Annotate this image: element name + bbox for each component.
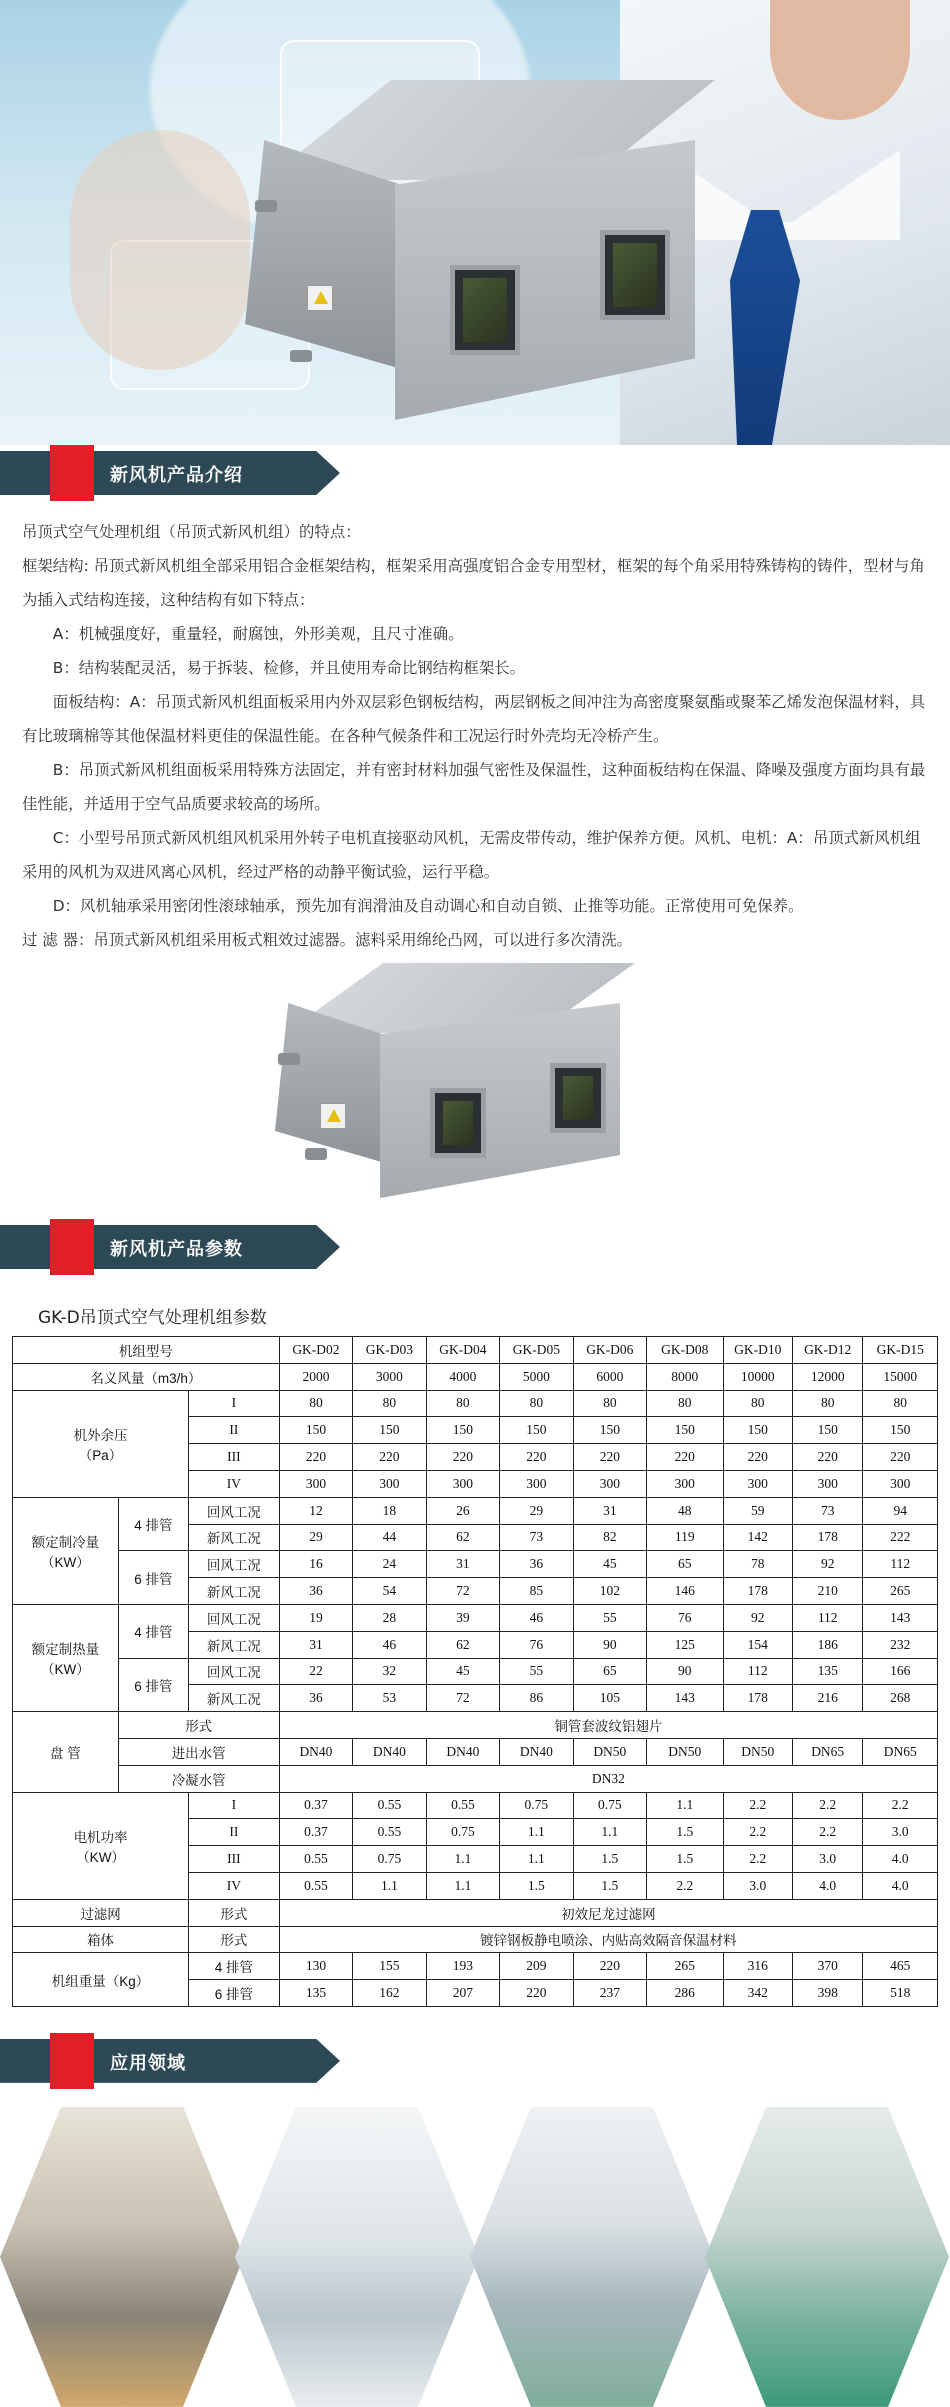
table-cell: 31: [573, 1497, 646, 1524]
table-cell: 112: [792, 1604, 862, 1631]
table-cell: 80: [573, 1390, 646, 1417]
model-header: GK-D12: [792, 1337, 862, 1364]
table-cell: 178: [723, 1685, 792, 1712]
table-cell: 178: [723, 1578, 792, 1605]
table-cell: 300: [863, 1470, 938, 1497]
model-header: GK-D06: [573, 1337, 646, 1364]
coil-label: 盘 管: [13, 1712, 119, 1792]
table-cell: 0.75: [426, 1819, 499, 1846]
table-cell: 90: [647, 1658, 723, 1685]
table-cell: 268: [863, 1685, 938, 1712]
table-cell: 36: [500, 1551, 573, 1578]
table-cell: 300: [353, 1470, 426, 1497]
table-cell: 112: [723, 1658, 792, 1685]
table-cell: 0.55: [279, 1872, 352, 1899]
table-cell: 150: [573, 1417, 646, 1444]
table-cell: 80: [647, 1390, 723, 1417]
model-header: GK-D03: [353, 1337, 426, 1364]
table-cell: 形式: [189, 1899, 280, 1926]
table-cell: 72: [426, 1685, 499, 1712]
table-row: [13, 1953, 938, 1980]
table-cell: DN50: [573, 1738, 646, 1765]
table-cell: 2.2: [723, 1846, 792, 1873]
header-model-label: 机组型号: [13, 1337, 280, 1364]
table-cell: 39: [426, 1604, 499, 1631]
table-cell: 2.2: [792, 1819, 862, 1846]
table-cell: 162: [353, 1980, 426, 2007]
table-row: [13, 1926, 938, 1953]
table-cell: 300: [500, 1470, 573, 1497]
table-cell: DN50: [647, 1738, 723, 1765]
coil-form: 铜管套波纹铝翅片: [279, 1712, 937, 1739]
table-cell: 36: [279, 1685, 352, 1712]
intro-line: A：机械强度好，重量轻，耐腐蚀，外形美观，且尺寸准确。: [52, 625, 464, 643]
hero-hand: [70, 130, 250, 370]
section-header-intro: [0, 445, 950, 501]
table-cell: 150: [500, 1417, 573, 1444]
table-cell: I: [189, 1390, 280, 1417]
intro-line: 吊顶式空气处理机组（吊顶式新风机组）的特点：: [22, 523, 361, 541]
table-cell: 1.1: [426, 1872, 499, 1899]
table-cell: 342: [723, 1980, 792, 2007]
table-cell: 80: [723, 1390, 792, 1417]
table-cell: 300: [723, 1470, 792, 1497]
table-cell: 0.75: [353, 1846, 426, 1873]
table-cell: 0.55: [279, 1846, 352, 1873]
table-cell: 31: [426, 1551, 499, 1578]
table-row: [13, 1337, 938, 1364]
hero-banner: [0, 0, 950, 445]
table-cell: II: [189, 1417, 280, 1444]
intro-line: 面板结构：A：吊顶式新风机组面板采用内外双层彩色钢板结构，两层钢板之间冲注为高密度聚氨酯或聚苯乙烯发泡保温材料，具有比玻璃棉等其他保温材料更佳的保温性能。在各种气候条件和工况运行时外壳均无冷桥产生。: [22, 693, 926, 745]
table-cell: 29: [500, 1497, 573, 1524]
table-cell: 210: [792, 1578, 862, 1605]
table-cell: 65: [573, 1658, 646, 1685]
table-cell: 0.75: [573, 1792, 646, 1819]
airflow-label: 名义风量（m3/h）: [13, 1363, 280, 1390]
table-cell: 286: [647, 1980, 723, 2007]
table-title: GK-D吊顶式空气处理机组参数: [38, 1308, 267, 1328]
table-cell: 22: [279, 1658, 352, 1685]
table-cell: 143: [863, 1604, 938, 1631]
table-cell: 31: [279, 1631, 352, 1658]
section-title: 新风机产品参数: [110, 1239, 243, 1260]
table-cell: 80: [863, 1390, 938, 1417]
table-cell: 150: [863, 1417, 938, 1444]
table-cell: 518: [863, 1980, 938, 2007]
table-cell: 46: [353, 1631, 426, 1658]
table-cell: 4.0: [792, 1872, 862, 1899]
table-cell: 24: [353, 1551, 426, 1578]
app-photo-food-factory: [0, 2107, 244, 2407]
table-cell: 形式: [189, 1926, 280, 1953]
table-cell: 220: [279, 1444, 352, 1471]
table-cell: 72: [426, 1578, 499, 1605]
row6-label: 6 排管: [118, 1551, 188, 1605]
model-header: GK-D08: [647, 1337, 723, 1364]
table-cell: 1.1: [353, 1872, 426, 1899]
table-cell: 130: [279, 1953, 352, 1980]
table-cell: 0.55: [353, 1792, 426, 1819]
table-cell: III: [189, 1846, 280, 1873]
table-cell: 1.1: [573, 1819, 646, 1846]
table-cell: 80: [500, 1390, 573, 1417]
table-cell: 150: [353, 1417, 426, 1444]
table-cell: 146: [647, 1578, 723, 1605]
table-cell: 80: [426, 1390, 499, 1417]
table-cell: DN40: [279, 1738, 352, 1765]
table-cell: 186: [792, 1631, 862, 1658]
table-cell: IV: [189, 1872, 280, 1899]
table-cell: 125: [647, 1631, 723, 1658]
motor-label: 电机功率 （KW）: [13, 1792, 189, 1899]
table-cell: 166: [863, 1658, 938, 1685]
table-cell: 65: [647, 1551, 723, 1578]
table-cell: DN40: [500, 1738, 573, 1765]
table-cell: DN40: [353, 1738, 426, 1765]
table-cell: 1.5: [573, 1846, 646, 1873]
table-cell: 6 排管: [189, 1980, 280, 2007]
table-cell: 2.2: [863, 1792, 938, 1819]
table-cell: 4 排管: [189, 1953, 280, 1980]
table-cell: 62: [426, 1631, 499, 1658]
table-cell: 5000: [500, 1363, 573, 1390]
table-row: [13, 1658, 938, 1685]
table-cell: 300: [279, 1470, 352, 1497]
table-cell: 29: [279, 1524, 352, 1551]
table-cell: 3.0: [723, 1872, 792, 1899]
model-header: GK-D05: [500, 1337, 573, 1364]
table-row: [13, 1497, 938, 1524]
table-cell: 12000: [792, 1363, 862, 1390]
table-cell: 73: [500, 1524, 573, 1551]
table-cell: 216: [792, 1685, 862, 1712]
table-cell: 82: [573, 1524, 646, 1551]
table-cell: 150: [647, 1417, 723, 1444]
row6-label: 6 排管: [118, 1658, 188, 1712]
model-header: GK-D04: [426, 1337, 499, 1364]
table-cell: 4.0: [863, 1846, 938, 1873]
intro-line: B：吊顶式新风机组面板采用特殊方法固定，并有密封材料加强气密性及保温性，这种面板结构在保温、降噪及强度方面均具有最佳性能，并适用于空气品质要求较高的场所。: [22, 761, 926, 813]
table-cell: 3.0: [863, 1819, 938, 1846]
model-header: GK-D02: [279, 1337, 352, 1364]
table-cell: 112: [863, 1551, 938, 1578]
product-intro: [0, 501, 950, 963]
table-row: [13, 1712, 938, 1739]
table-cell: 220: [500, 1980, 573, 2007]
case-form: 镀锌钢板静电喷涂、内贴高效隔音保温材料: [279, 1926, 937, 1953]
table-cell: 265: [647, 1953, 723, 1980]
table-cell: 150: [723, 1417, 792, 1444]
table-cell: 220: [723, 1444, 792, 1471]
table-cell: 0.55: [426, 1792, 499, 1819]
table-cell: DN50: [723, 1738, 792, 1765]
model-header: GK-D10: [723, 1337, 792, 1364]
table-cell: 143: [647, 1685, 723, 1712]
table-cell: 2.2: [647, 1872, 723, 1899]
table-cell: 220: [353, 1444, 426, 1471]
table-cell: 73: [792, 1497, 862, 1524]
table-cell: 300: [792, 1470, 862, 1497]
table-cell: 465: [863, 1953, 938, 1980]
table-cell: 进出水管: [118, 1738, 279, 1765]
table-cell: 形式: [118, 1712, 279, 1739]
table-cell: 55: [500, 1658, 573, 1685]
table-cell: 4000: [426, 1363, 499, 1390]
table-cell: 36: [279, 1578, 352, 1605]
table-cell: 370: [792, 1953, 862, 1980]
table-cell: 220: [500, 1444, 573, 1471]
table-cell: 105: [573, 1685, 646, 1712]
table-cell: 1.1: [647, 1792, 723, 1819]
intro-line: 过 滤 器：吊顶式新风机组采用板式粗效过滤器。滤料采用绵纶凸网，可以进行多次清洗。: [22, 931, 633, 949]
table-cell: 150: [792, 1417, 862, 1444]
table-cell: 0.37: [279, 1819, 352, 1846]
table-cell: 54: [353, 1578, 426, 1605]
table-row: [13, 1363, 938, 1390]
table-cell: DN65: [792, 1738, 862, 1765]
app-photo-operating-room: [235, 2107, 479, 2407]
table-cell: 44: [353, 1524, 426, 1551]
table-cell: 150: [279, 1417, 352, 1444]
capacity-label: 额定制冷量 （KW）: [13, 1497, 119, 1604]
table-cell: I: [189, 1792, 280, 1819]
table-cell: 53: [353, 1685, 426, 1712]
table-cell: 3.0: [792, 1846, 862, 1873]
table-cell: 3000: [353, 1363, 426, 1390]
pressure-label: 机外余压 （Pa）: [13, 1390, 189, 1497]
table-cell: 0.75: [500, 1792, 573, 1819]
condition-label: 新风工况: [189, 1685, 280, 1712]
table-cell: 80: [792, 1390, 862, 1417]
table-cell: 冷凝水管: [118, 1765, 279, 1792]
table-cell: 135: [792, 1658, 862, 1685]
table-cell: 45: [426, 1658, 499, 1685]
table-cell: 76: [647, 1604, 723, 1631]
table-cell: 10000: [723, 1363, 792, 1390]
table-cell: 1.5: [500, 1872, 573, 1899]
params-table: [12, 1336, 938, 2007]
table-cell: 220: [863, 1444, 938, 1471]
model-header: GK-D15: [863, 1337, 938, 1364]
table-cell: 80: [279, 1390, 352, 1417]
table-cell: 135: [279, 1980, 352, 2007]
table-cell: 1.5: [647, 1846, 723, 1873]
filter-form: 初效尼龙过滤网: [279, 1899, 937, 1926]
table-cell: 4.0: [863, 1872, 938, 1899]
table-cell: 62: [426, 1524, 499, 1551]
table-cell: 1.5: [647, 1819, 723, 1846]
table-cell: 193: [426, 1953, 499, 1980]
table-cell: III: [189, 1444, 280, 1471]
table-row: [13, 1604, 938, 1631]
table-cell: 220: [573, 1444, 646, 1471]
intro-line: B：结构装配灵活，易于拆装、检修，并且使用寿命比钢结构框架长。: [52, 659, 526, 677]
table-cell: 94: [863, 1497, 938, 1524]
table-cell: 178: [792, 1524, 862, 1551]
condition-label: 回风工况: [189, 1604, 280, 1631]
condition-label: 新风工况: [189, 1578, 280, 1605]
section-title: 新风机产品介绍: [110, 465, 243, 486]
table-cell: 2.2: [792, 1792, 862, 1819]
table-cell: DN65: [863, 1738, 938, 1765]
table-cell: 237: [573, 1980, 646, 2007]
table-cell: 箱体: [13, 1926, 189, 1953]
table-cell: 142: [723, 1524, 792, 1551]
table-row: [13, 1738, 938, 1765]
condition-label: 回风工况: [189, 1497, 280, 1524]
condition-label: 回风工况: [189, 1658, 280, 1685]
table-cell: 46: [500, 1604, 573, 1631]
table-cell: 220: [573, 1953, 646, 1980]
condition-label: 新风工况: [189, 1631, 280, 1658]
table-cell: 316: [723, 1953, 792, 1980]
table-cell: 45: [573, 1551, 646, 1578]
weight-label: 机组重量（Kg）: [13, 1953, 189, 2007]
capacity-label: 额定制热量 （KW）: [13, 1604, 119, 1711]
section-title: 应用领域: [110, 2052, 186, 2074]
table-cell: 398: [792, 1980, 862, 2007]
air-handling-unit-image: [245, 80, 735, 440]
app-photo-laboratory: [470, 2107, 714, 2407]
table-cell: II: [189, 1819, 280, 1846]
intro-line: C：小型号吊顶式新风机组风机采用外转子电机直接驱动风机，无需皮带传动，维护保养方便。风机、电机：A：吊顶式新风机组采用的风机为双进风离心风机，经过严格的动静平衡试验，运行平稳。: [22, 829, 921, 881]
table-cell: 1.1: [426, 1846, 499, 1873]
table-cell: 19: [279, 1604, 352, 1631]
table-cell: 48: [647, 1497, 723, 1524]
table-cell: 8000: [647, 1363, 723, 1390]
table-cell: 16: [279, 1551, 352, 1578]
section-header-apps: [0, 2033, 950, 2089]
table-row: [13, 1899, 938, 1926]
table-cell: 59: [723, 1497, 792, 1524]
table-cell: 0.55: [353, 1819, 426, 1846]
table-cell: 92: [792, 1551, 862, 1578]
table-cell: 155: [353, 1953, 426, 1980]
table-cell: 150: [426, 1417, 499, 1444]
table-cell: 207: [426, 1980, 499, 2007]
app-photo-clean-workshop: [705, 2107, 949, 2407]
table-cell: 55: [573, 1604, 646, 1631]
table-row: [13, 1792, 938, 1819]
drain-size: DN32: [279, 1765, 937, 1792]
table-cell: 1.5: [573, 1872, 646, 1899]
table-cell: 6000: [573, 1363, 646, 1390]
table-cell: 2.2: [723, 1819, 792, 1846]
table-cell: 90: [573, 1631, 646, 1658]
table-cell: 154: [723, 1631, 792, 1658]
row4-label: 4 排管: [118, 1604, 188, 1658]
application-gallery: [0, 2107, 950, 2407]
table-cell: 1.1: [500, 1846, 573, 1873]
row4-label: 4 排管: [118, 1497, 188, 1551]
table-cell: 2.2: [723, 1792, 792, 1819]
section-header-params: [0, 1219, 950, 1275]
table-cell: 76: [500, 1631, 573, 1658]
table-cell: DN40: [426, 1738, 499, 1765]
table-cell: 92: [723, 1604, 792, 1631]
table-cell: 300: [426, 1470, 499, 1497]
table-cell: 15000: [863, 1363, 938, 1390]
table-cell: 209: [500, 1953, 573, 1980]
intro-line: 框架结构: 吊顶式新风机组全部采用铝合金框架结构，框架采用高强度铝合金专用型材，框架的每个角采用特殊铸构的铸件，型材与角为插入式结构连接，这种结构有如下特点：: [22, 557, 925, 609]
table-cell: 18: [353, 1497, 426, 1524]
table-cell: 32: [353, 1658, 426, 1685]
table-cell: 300: [573, 1470, 646, 1497]
table-cell: 220: [426, 1444, 499, 1471]
table-cell: 265: [863, 1578, 938, 1605]
condition-label: 新风工况: [189, 1524, 280, 1551]
table-cell: 1.1: [500, 1819, 573, 1846]
table-cell: 300: [647, 1470, 723, 1497]
table-cell: 232: [863, 1631, 938, 1658]
table-cell: 86: [500, 1685, 573, 1712]
condition-label: 回风工况: [189, 1551, 280, 1578]
table-row: [13, 1765, 938, 1792]
table-cell: 2000: [279, 1363, 352, 1390]
table-cell: 102: [573, 1578, 646, 1605]
table-cell: 85: [500, 1578, 573, 1605]
table-cell: 78: [723, 1551, 792, 1578]
table-cell: 12: [279, 1497, 352, 1524]
unit-photo: [0, 963, 950, 1213]
table-cell: 220: [647, 1444, 723, 1471]
table-cell: 26: [426, 1497, 499, 1524]
table-cell: IV: [189, 1470, 280, 1497]
table-cell: 222: [863, 1524, 938, 1551]
table-row: [13, 1390, 938, 1417]
table-row: [13, 1551, 938, 1578]
intro-line: D：风机轴承采用密闭性滚球轴承，预先加有润滑油及自动调心和自动自锁、止推等功能。正常使用可免保养。: [52, 897, 804, 915]
table-cell: 220: [792, 1444, 862, 1471]
table-cell: 119: [647, 1524, 723, 1551]
table-cell: 过滤网: [13, 1899, 189, 1926]
table-cell: 80: [353, 1390, 426, 1417]
table-cell: 28: [353, 1604, 426, 1631]
table-cell: 0.37: [279, 1792, 352, 1819]
